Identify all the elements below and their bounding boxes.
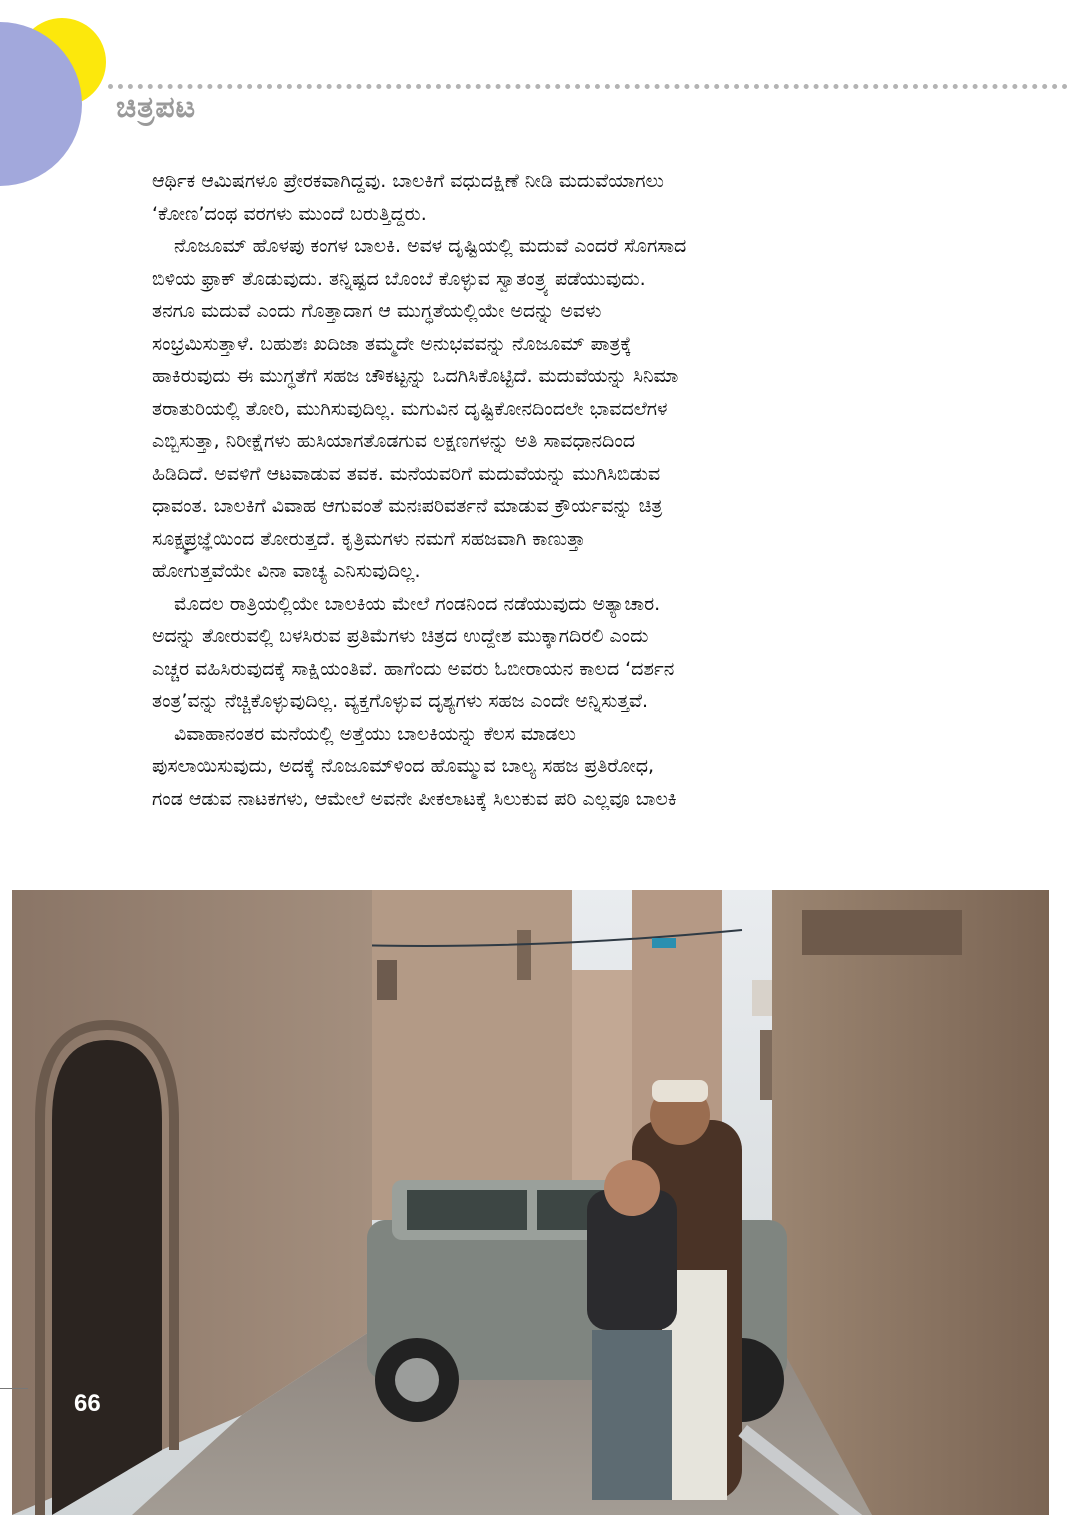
article-line: ‘ಕೋಣ’ದಂಥ ವರಗಳು ಮುಂದೆ ಬರುತ್ತಿದ್ದರು. (152, 202, 427, 225)
distant-building-left (362, 890, 572, 1220)
article-line: ಹಾಕಿರುವುದು ಈ ಮುಗ್ಧತೆಗೆ ಸಹಜ ಚೌಕಟ್ಟನ್ನು ಒದಗಿಸಿಕೊಟ್ಟಿದೆ. ಮದುವೆಯನ್ನು ಸಿನಿಮಾ (152, 365, 679, 387)
article-line: ತನಗೂ ಮದುವೆ ಎಂದು ಗೊತ್ತಾದಾಗ ಆ ಮುಗ್ಧತೆಯಲ್ಲಿಯೇ ಅದನ್ನು ಅವಳು (152, 300, 602, 322)
section-title: ಚಿತ್ರಪಟ (116, 90, 197, 125)
article-line: ಧಾವಂತ. ಬಾಲಕಿಗೆ ವಿವಾಹ ಆಗುವಂತೆ ಮನಃಪರಿವರ್ತನೆ ಮಾಡುವ ಕ್ರೌರ್ಯವನ್ನು ಚಿತ್ರ (152, 495, 663, 517)
article-line: ವಿವಾಹಾನಂತರ ಮನೆಯಲ್ಲಿ ಅತ್ತೆಯು ಬಾಲಕಿಯನ್ನು ಕೆಲಸ ಮಾಡಲು (174, 722, 576, 745)
article-line: ಗಂಡ ಆಡುವ ನಾಟಕಗಳು, ಆಮೇಲೆ ಅವನೇ ಪೀಕಲಾಟಕ್ಕೆ ಸಿಲುಕುವ ಪರಿ ಎಲ್ಲವೂ ಬಾಲಕಿ (152, 787, 677, 810)
article-line: ನೊಜೂಮ್ ಹೊಳಪು ಕಂಗಳ ಬಾಲಕಿ. ಅವಳ ದೃಷ್ಟಿಯಲ್ಲಿ ಮದುವೆ ಎಂದರೆ ಸೊಗಸಾದ (174, 235, 687, 257)
article-line: ಸೂಕ್ಷ್ಮಪ್ರಜ್ಞೆಯಿಂದ ತೋರುತ್ತದೆ. ಕೃತ್ರಿಮಗಳು ನಮಗೆ ಸಹಜವಾಗಿ ಕಾಣುತ್ತಾ (152, 527, 586, 550)
article-line: ಬಿಳಿಯ ಫ್ರಾಕ್ ತೊಡುವುದು. ತನ್ನಿಷ್ಟದ ಬೊಂಬೆ ಕೊಳ್ಳುವ ಸ್ವಾತಂತ್ರ್ಯ ಪಡೆಯುವುದು. (152, 267, 646, 290)
article-line: ಎಬ್ಬಿಸುತ್ತಾ, ನಿರೀಕ್ಷೆಗಳು ಹುಸಿಯಾಗತೊಡಗುವ ಲಕ್ಷಣಗಳನ್ನು ಅತಿ ಸಾವಧಾನದಿಂದ (152, 430, 636, 452)
article-line: ಆರ್ಥಿಕ ಆಮಿಷಗಳೂ ಪ್ರೇರಕವಾಗಿದ್ದವು. ಬಾಲಕಿಗೆ ವಧುದಕ್ಷಿಣೆ ನೀಡಿ ಮದುವೆಯಾಗಲು (152, 170, 664, 192)
article-line: ಅದನ್ನು ತೋರುವಲ್ಲಿ ಬಳಸಿರುವ ಪ್ರತಿಮೆಗಳು ಚಿತ್ರದ ಉದ್ದೇಶ ಮುಕ್ಕಾಗದಿರಲಿ ಎಂದು (152, 625, 649, 647)
wall-beam (802, 910, 962, 955)
page-number: 66 (74, 1390, 101, 1417)
arched-doorway (52, 1040, 162, 1515)
margin-rule (0, 1388, 28, 1389)
article-line: ಹಿಡಿದಿದೆ. ಅವಳಿಗೆ ಆಟವಾಡುವ ತವಕ. ಮನೆಯವರಿಗೆ ಮದುವೆಯನ್ನು ಮುಗಿಸಿಬಿಡುವ (152, 462, 661, 485)
article-line: ಮೊದಲ ರಾತ್ರಿಯಲ್ಲಿಯೇ ಬಾಲಕಿಯ ಮೇಲೆ ಗಂಡನಿಂದ ನಡೆಯುವುದು ಅತ್ಯಾಚಾರ. (174, 592, 661, 615)
article-line: ಪುಸಲಾಯಿಸುವುದು, ಅದಕ್ಕೆ ನೊಜೂಮ್‌ಳಿಂದ ಹೊಮ್ಮುವ ಬಾಲ್ಯ ಸಹಜ ಪ್ರತಿರೋಧ, (152, 755, 655, 777)
article-line: ತರಾತುರಿಯಲ್ಲಿ ತೋರಿ, ಮುಗಿಸುವುದಿಲ್ಲ. ಮಗುವಿನ ದೃಷ್ಟಿಕೋನದಿಂದಲೇ ಭಾವದಲೆಗಳ (152, 397, 668, 420)
street-scene-illustration (12, 890, 1049, 1515)
article-line: ಎಚ್ಚರ ವಹಿಸಿರುವುದಕ್ಕೆ ಸಾಕ್ಷಿಯಂತಿವೆ. ಹಾಗೆಂದು ಅವರು ಓಬೀರಾಯನ ಕಾಲದ ‘ದರ್ಶನ (152, 657, 675, 680)
article-line: ತಂತ್ರ’ವನ್ನು ನೆಚ್ಚಿಕೊಳ್ಳುವುದಿಲ್ಲ. ವ್ಯಕ್ತಗೊಳ್ಳುವ ದೃಶ್ಯಗಳು ಸಹಜ ಎಂದೇ ಅನ್ನಿಸುತ್ತವೆ. (152, 690, 649, 712)
article-body (152, 165, 892, 815)
film-still-photo (12, 890, 1049, 1515)
article-line: ಹೋಗುತ್ತವೆಯೇ ವಿನಾ ವಾಚ್ಯ ಎನಿಸುವುದಿಲ್ಲ. (152, 560, 421, 582)
article-line: ಸಂಭ್ರಮಿಸುತ್ತಾಳೆ. ಬಹುಶಃ ಖದಿಜಾ ತಮ್ಮದೇ ಅನುಭವವನ್ನು ನೊಜೂಮ್ ಪಾತ್ರಕ್ಕೆ (152, 332, 632, 355)
dotted-header-rule (108, 84, 1068, 89)
